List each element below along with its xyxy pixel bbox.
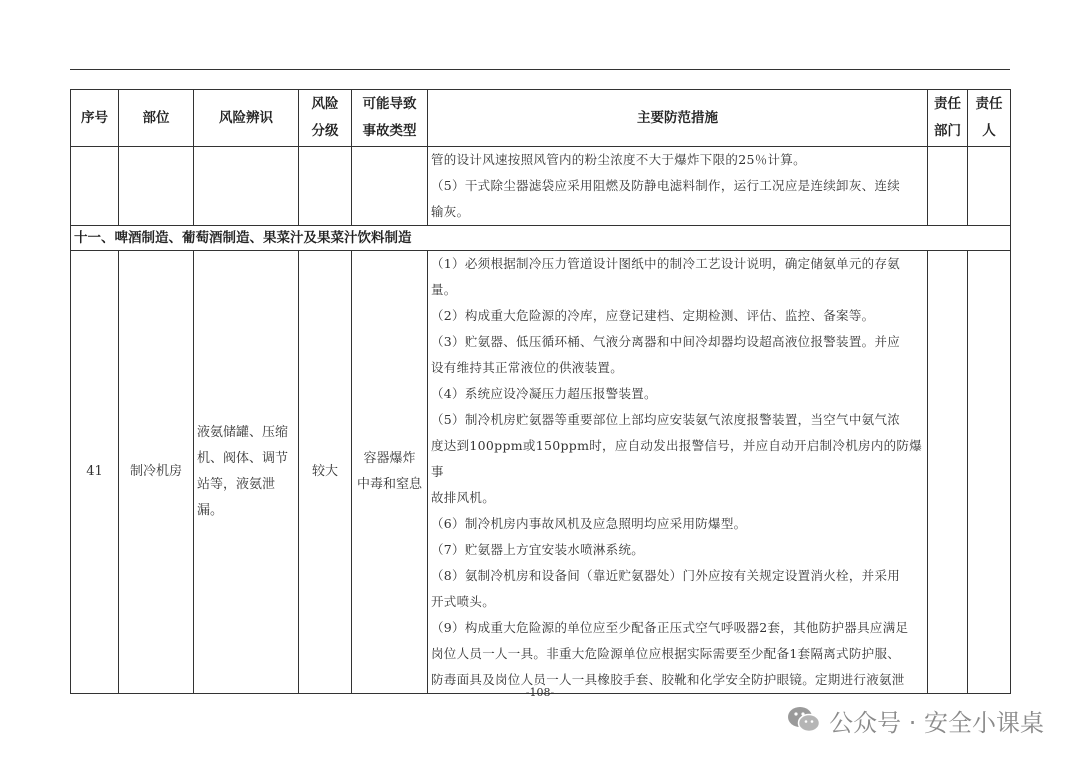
measure-line: 防毒面具及岗位人员一人一具橡胶手套、胶靴和化学安全防护眼镜。定期进行液氨泄 — [431, 672, 905, 687]
wechat-icon — [787, 705, 821, 735]
watermark-text: 公众号 · 安全小课桌 — [829, 708, 1044, 737]
header-risk-level-line1: 风险 — [311, 96, 339, 112]
table-row-continued — [71, 147, 1011, 226]
measure-line: （4）系统应设冷凝压力超压报警装置。 — [431, 386, 657, 401]
risk-table — [70, 89, 1011, 694]
header-measures: 主要防范措施 — [428, 90, 928, 147]
measure-line: （7）贮氨器上方宜安装水喷淋系统。 — [431, 542, 645, 557]
cell-accident-type — [352, 251, 428, 694]
cell-measures — [428, 251, 928, 694]
accident-line: 容器爆炸 — [363, 451, 416, 466]
measure-line: （1）必须根据制冷压力管道设计图纸中的制冷工艺设计说明，确定储氨单元的存氨 — [431, 256, 901, 271]
cell-empty — [194, 147, 299, 226]
header-rule — [70, 69, 1010, 70]
section-row — [71, 226, 1011, 251]
header-risk-level-line2: 分级 — [311, 123, 339, 139]
accident-line: 中毒和窒息 — [356, 477, 422, 492]
measure-line: （2）构成重大危险源的冷库，应登记建档、定期检测、评估、监控、备案等。 — [431, 308, 875, 323]
cell-empty — [352, 147, 428, 226]
page-number: -108- — [525, 686, 555, 699]
cell-risk-level: 较大 — [299, 251, 352, 694]
header-seq: 序号 — [71, 90, 119, 147]
risk-line: 机、阀体、调节 — [197, 451, 289, 466]
header-person — [968, 90, 1011, 147]
header-dept-line2: 部门 — [934, 123, 961, 139]
measure-line: 设有维持其正常液位的供液装置。 — [431, 360, 624, 375]
measure-line: 输灰。 — [431, 204, 470, 219]
measure-line: 故排风机。 — [431, 490, 496, 505]
cell-empty — [928, 147, 968, 226]
risk-line: 站等，液氨泄漏。 — [197, 477, 276, 518]
risk-line: 液氨储罐、压缩 — [197, 425, 289, 440]
section-title: 十一、啤酒制造、葡萄酒制造、果菜汁及果菜汁饮料制造 — [71, 226, 1011, 251]
header-person-line2: 人 — [982, 123, 996, 139]
header-risk-id: 风险辨识 — [194, 90, 299, 147]
header-accident-line1: 可能导致 — [362, 96, 417, 112]
cell-empty — [71, 147, 119, 226]
table-row-41 — [71, 251, 1011, 694]
cell-location: 制冷机房 — [119, 251, 194, 694]
header-person-line1: 责任 — [975, 96, 1003, 112]
cell-measures-continued — [428, 147, 928, 226]
header-accident-line2: 事故类型 — [362, 123, 417, 139]
measure-line: 度达到100ppm或150ppm时，应自动发出报警信号，并应自动开启制冷机房内的防爆事 — [431, 438, 923, 479]
measure-line: 量。 — [431, 282, 457, 297]
header-dept-line1: 责任 — [934, 96, 961, 112]
table-header-row — [71, 90, 1011, 147]
measure-line: 管的设计风速按照风管内的粉尘浓度不大于爆炸下限的25％计算。 — [431, 152, 806, 167]
header-location: 部位 — [119, 90, 194, 147]
measure-line: （5）干式除尘器滤袋应采用阻燃及防静电滤料制作，运行工况应是连续卸灰、连续 — [431, 178, 901, 193]
cell-empty — [119, 147, 194, 226]
cell-seq: 41 — [71, 251, 119, 694]
cell-empty — [968, 147, 1011, 226]
header-accident-type — [352, 90, 428, 147]
cell-person — [968, 251, 1011, 694]
watermark — [787, 702, 1044, 738]
measure-line: （9）构成重大危险源的单位应至少配备正压式空气呼吸器2套，其他防护器具应满足 — [431, 620, 909, 635]
measure-line: （3）贮氨器、低压循环桶、气液分离器和中间冷却器均设超高液位报警装置。并应 — [431, 334, 901, 349]
measure-line: 岗位人员一人一具。非重大危险源单位应根据实际需要至少配备1套隔离式防护服、 — [431, 646, 901, 661]
measure-line: （5）制冷机房贮氨器等重要部位上部均应安装氨气浓度报警装置，当空气中氨气浓 — [431, 412, 901, 427]
header-risk-level — [299, 90, 352, 147]
measure-line: （8）氨制冷机房和设备间（靠近贮氨器处）门外应按有关规定设置消火栓，并采用 — [431, 568, 901, 583]
measure-line: 开式喷头。 — [431, 594, 496, 609]
cell-dept — [928, 251, 968, 694]
header-dept — [928, 90, 968, 147]
measure-line: （6）制冷机房内事故风机及应急照明均应采用防爆型。 — [431, 516, 747, 531]
cell-risk-id — [194, 251, 299, 694]
cell-empty — [299, 147, 352, 226]
